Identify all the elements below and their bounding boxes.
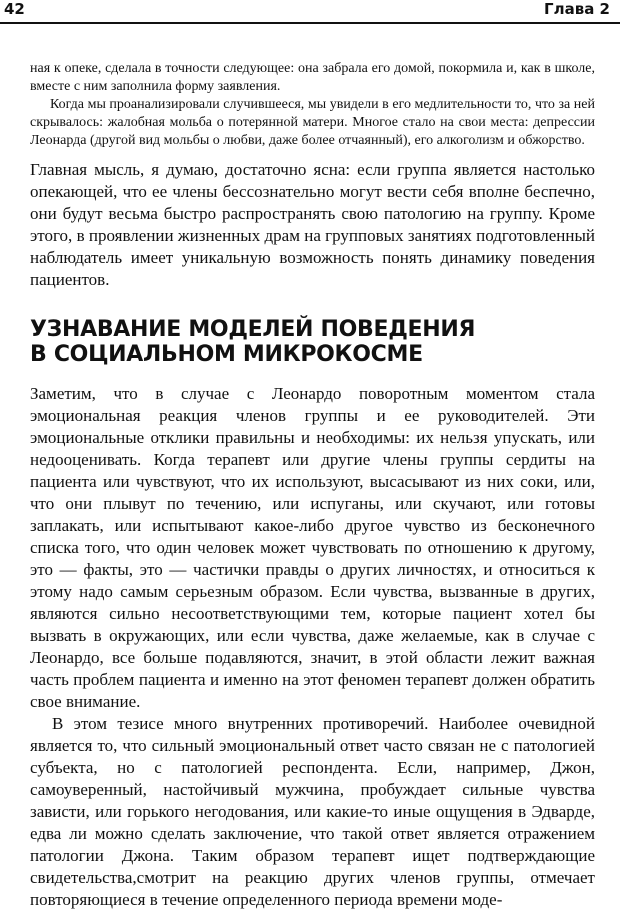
header-rule [0, 22, 620, 24]
paragraph-main-idea: Главная мысль, я думаю, достаточно ясна: если группа является настолько опекающей, что ее члены бессознательно могут вести себя вполне беспечно, они будут весьма быстро распространять свою патологию на группу. Кроме этого, в проявлении жизненных драм на групповых занятиях подготовленный наблюдатель имеет уникальную возможность понять динамику поведения пациентов. [30, 160, 595, 289]
paragraph-contradictions: В этом тезисе много внутренних противоречий. Наиболее очевидной является то, что сильный эмоциональный ответ часто связан не с патологией субъекта, но с патологией респондента. Если, например, Джон, самоуверенный, настойчивый мужчина, пробуждает сильные чувства зависти, или горького негодования, или какие-то иные ощущения в Эдварде, едва ли можно сделать заключение, что такой ответ является отражением патологии Джона. Таким образом терапевт ищет подтверждающие свидетельства,смотрит на реакцию других членов группы, отмечает повторяющиеся в течение определенного периода времени моде- [30, 714, 595, 909]
page-number: 42 [4, 0, 25, 18]
section-heading [30, 317, 595, 367]
paragraph-emotional-reaction: Заметим, что в случае с Леонардо поворотным моментом стала эмоциональная реакция членов группы и ее руководителей. Эти эмоциональные отклики правильны и необходимы: их нельзя упускать, или недооценивать. Когда терапевт или другие члены группы сердиты на пациента или чувствуют, что их используют, высасывают из них соки, или, что они плывут по течению, или испуганы, или скучают, или готовы заплакать, или испытывают какое-либо другое чувство из бесконечного списка того, что один человек может чувствовать по отношению к другому, это — факты, это — частички правды о других личностях, и относиться к этому надо самым серьезным образом. Если чувства, вызванные в других, являются сильно несоответствующими тем, которые пациент хотел бы вызвать в окружающих, или если чувства, даже желаемые, как в случае с Леонардо, все больше подавляются, значит, в этой области лежит важная часть проблем пациента и именно на этот феномен терапевт должен обратить свое внимание. [30, 384, 595, 711]
chapter-title: Глава 2 [544, 0, 610, 18]
quote-paragraph-2: Когда мы проанализировали случившееся, мы увидели в его медлительности то, что за ней скрывалось: жалобная мольба о потерянной матери. Многое стало на свои места: депрессии Леонарда (другой вид мольбы о любви, даже более отчаянный), его алкоголизм и обжорство. [30, 97, 595, 148]
section-heading-line-2: В СОЦИАЛЬНОМ МИКРОКОСМЕ [30, 342, 423, 367]
case-quote [30, 60, 595, 150]
section-heading-line-1: УЗНАВАНИЕ МОДЕЛЕЙ ПОВЕДЕНИЯ [30, 317, 476, 342]
page-content [30, 60, 595, 911]
quote-paragraph-1: ная к опеке, сделала в точности следующее: она забрала его домой, покормила и, как в школе, вместе с ним заполнила форму заявления. [30, 61, 595, 94]
page-header [0, 0, 620, 22]
